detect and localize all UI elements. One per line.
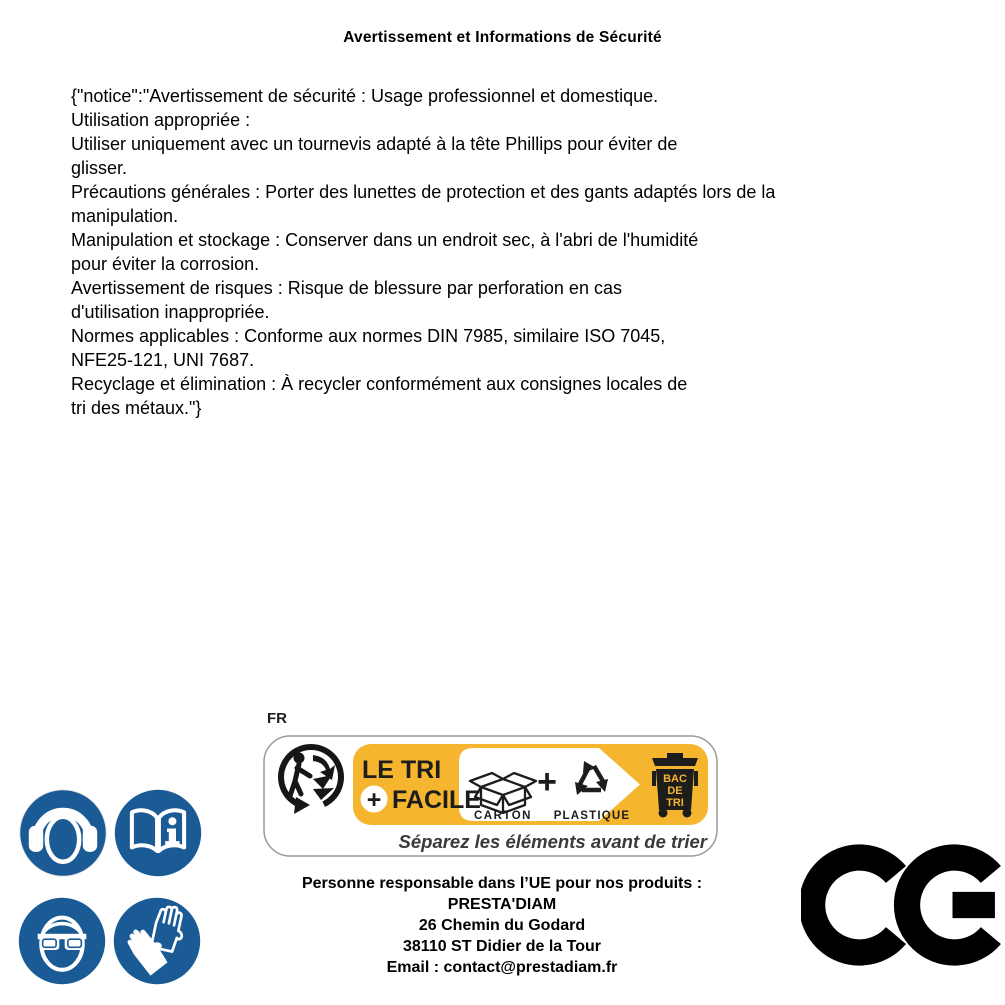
address-street: 26 Chemin du Godard [418,917,586,934]
notice-line: d'utilisation inappropriée. [71,302,270,322]
bin-text-de: DE [667,785,683,797]
company-name: PRESTA'DIAM [447,896,557,913]
headline-facile: FACILE [392,786,481,814]
ce-marking-icon [801,843,1003,967]
notice-line: glisser. [71,158,128,178]
contact-email: Email : contact@prestadiam.fr [386,959,618,976]
notice-line: pour éviter la corrosion. [71,254,260,274]
notice-line: Recyclage et élimination : À recycler conformément aux consignes locales de [71,374,688,394]
responsible-line: Personne responsable dans l’UE pour nos produits : [301,875,703,892]
material-carton-label: CARTON [474,810,532,822]
sorting-bin-icon [652,753,698,818]
country-code-label: FR [267,710,287,727]
address-city: 38110 ST Didier de la Tour [403,938,601,955]
notice-line: Avertissement de risques : Risque de blessure par perforation en cas [71,278,622,298]
notice-line: tri des métaux."} [71,398,202,418]
notice-line: {"notice":"Avertissement de sécurité : Usage professionnel et domestique. [71,86,659,106]
notice-line: NFE25-121, UNI 7687. [71,350,255,370]
material-plastique-label: PLASTIQUE [553,810,631,822]
notice-line: Utiliser uniquement avec un tournevis adapté à la tête Phillips pour éviter de [71,134,678,154]
plus-sign: + [366,786,382,814]
wear-eye-protection-icon [17,896,107,986]
materials-plus-sign: + [537,763,557,801]
responsible-person-block [252,873,752,978]
wear-ear-protection-icon [18,788,108,878]
notice-line: Utilisation appropriée : [71,110,251,130]
wear-protective-gloves-icon [112,896,202,986]
notice-line: manipulation. [71,206,179,226]
notice-line: Manipulation et stockage : Conserver dans un endroit sec, à l'abri de l'humidité [71,230,699,250]
headline-le-tri: LE TRI [362,756,442,784]
safety-pictogram-grid [17,787,205,987]
notice-line: Normes applicables : Conforme aux normes DIN 7985, similaire ISO 7045, [71,326,666,346]
notice-text-block [71,84,881,420]
page-title: Avertissement et Informations de Sécurité [343,29,662,46]
bin-text-bac: BAC [663,773,687,785]
tri-facile-recycling-label [263,735,718,857]
read-instruction-manual-icon [113,788,203,878]
bin-text-tri: TRI [666,797,684,809]
notice-line: Précautions générales : Porter des lunettes de protection et des gants adaptés lors de la [71,182,776,202]
sorting-tagline: Séparez les éléments avant de trier [398,831,707,852]
